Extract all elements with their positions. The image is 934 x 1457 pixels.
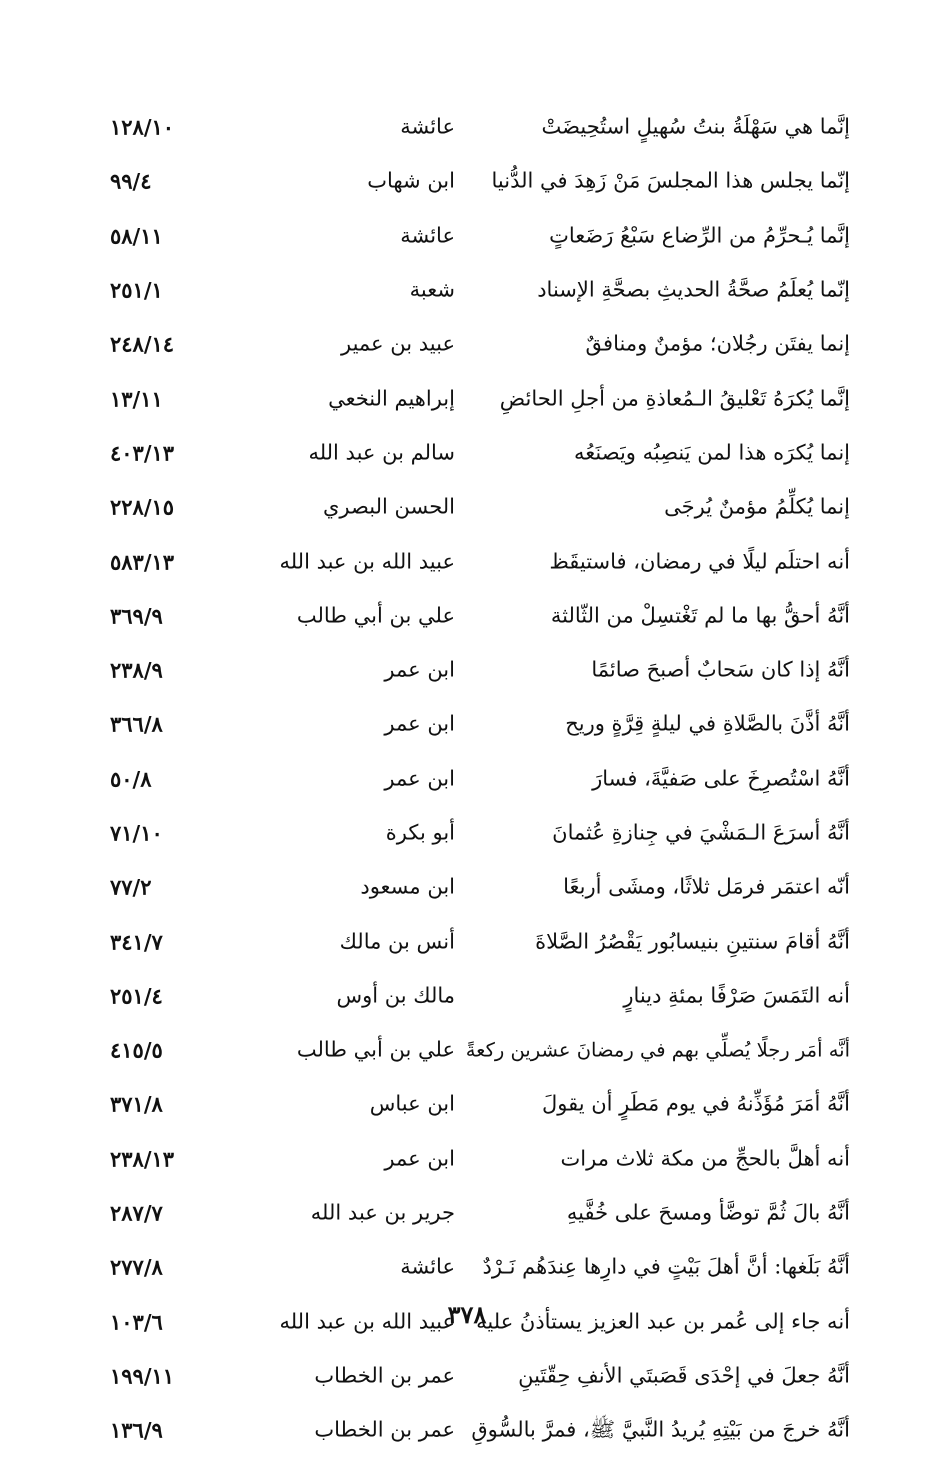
volume-page-reference: ٣٤١/٧ [110,929,163,954]
narrator-name: أبو بكرة [385,820,455,845]
hadith-text: أنَّهُ أقامَ سنتينِ بنيسابُور يَقْصُرُ الصَّلاةَ [535,929,850,953]
narrator-name: عائشة [400,114,455,139]
table-row [60,480,850,534]
volume-page-reference: ٢٣٨/٩ [110,657,163,683]
narrator-name: ابن شهاب [367,168,455,193]
narrator-name: عمر بن الخطاب [314,1363,455,1388]
narrator-name: شعبة [409,277,455,302]
hadith-text: أنَّهُ جعلَ في إحْدَى قَصَبتَي الأنفِ حِقّتَينِ [518,1363,850,1388]
index-table [60,100,850,1457]
table-row [60,209,850,263]
narrator-name: عمر بن الخطاب [314,1417,455,1442]
narrator-name: ابن عباس [369,1091,455,1116]
volume-page-reference: ١٢٨/١٠ [110,114,175,140]
narrator-name: علي بن أبي طالب [296,1037,455,1062]
hadith-text: أنه أهلَّ بالحجِّ من مكة ثلاث مرات [560,1146,850,1171]
hadith-text: إنَّما يُكرَهُ تَعْليقُ الـمُعاذةِ من أجلِ الحائضِ [499,386,850,411]
hadith-text: إنما يُكلِّمُ مؤمنٌ يُرجَى [664,494,850,519]
narrator-name: عبيد بن عمير [340,331,455,356]
hadith-text: أنَّهُ أذَّنَ بالصَّلاةِ في ليلةٍ قِرَّةٍ وريح [565,711,850,736]
hadith-text: إنما يُكرَه هذا لمن يَنصِبُه ويَصنَعُه [574,440,850,465]
hadith-text: إنَّما يُـحرِّمُ من الرِّضاع سَبْعُ رَضَعاتٍ [549,223,850,248]
narrator-name: ابن عمر [384,766,455,791]
table-row [60,860,850,914]
volume-page-reference: ٢٨٧/٧ [110,1200,163,1226]
narrator-name: علي بن أبي طالب [296,603,455,628]
table-row [60,1023,850,1077]
table-row [60,426,850,480]
volume-page-reference: ٢٥١/١ [110,277,163,303]
table-row [60,534,850,588]
hadith-text: أنه احتلَم ليلًا في رمضان، فاستيقَظ [549,548,850,573]
volume-page-reference: ٧٧/٢ [110,874,152,900]
hadith-text: أنَّهُ بَلَغها: أنَّ أهلَ بَيْتٍ في دارِها عِندَهُم نَـرْدٌ [482,1254,850,1279]
hadith-text: إنَّما هي سَهْلَةُ بنتُ سُهيلٍ استُحِيضَتْ [541,114,850,139]
hadith-text: أنَّهُ بالَ ثُمَّ توضَّأ ومسحَ على خُفَّيهِ [566,1200,850,1225]
hadith-text: أنَّهُ اسْتُصرِخَ على صَفيَّةَ، فسارَ [592,766,850,791]
hadith-text: أنَّه أمَر رجلًا يُصلِّي بهم في رمضانَ عشرين ركعةً [465,1038,850,1062]
table-row [60,1403,850,1457]
volume-page-reference: ١٠٣/٦ [110,1309,163,1335]
hadith-text: إنما يفتَن رجُلان؛ مؤمنٌ ومنافقٌ [585,331,850,356]
table-row [60,589,850,643]
hadith-text: أنه التَمَسَ صَرْفًا بمئةِ دينارٍ [623,983,850,1008]
table-row [60,1349,850,1403]
volume-page-reference: ٢٢٨/١٥ [110,494,175,520]
narrator-name: جرير بن عبد الله [310,1200,455,1225]
hadith-text: إنّما يُعلَمُ صحَّةُ الحديثِ بصحَّةِ الإسناد [537,277,850,302]
narrator-name: عائشة [400,223,455,248]
volume-page-reference: ١٣/١١ [110,386,163,412]
table-row [60,752,850,806]
table-row [60,100,850,154]
narrator-name: إبراهيم النخعي [328,386,455,411]
narrator-name: عائشة [400,1254,455,1279]
hadith-text: أنَّهُ أسرَعَ الـمَشْيَ في جِنازةِ عُثمانَ [552,820,850,845]
narrator-name: ابن عمر [384,657,455,682]
volume-page-reference: ٧١/١٠ [110,820,163,846]
table-row [60,1132,850,1186]
volume-page-reference: ٢٤٨/١٤ [110,331,175,357]
volume-page-reference: ٤١٥/٥ [110,1037,163,1063]
volume-page-reference: ١٣٦/٩ [110,1417,163,1443]
volume-page-reference: ٢٣٨/١٣ [110,1146,175,1172]
table-row [60,263,850,317]
volume-page-reference: ٥٠/٨ [110,766,152,792]
page-number: ٣٧٨ [447,1300,487,1329]
table-row [60,806,850,860]
volume-page-reference: ٢٧٧/٨ [110,1254,163,1280]
hadith-text: أنَّهُ خرجَ من بَيْتِهِ يُريدُ النَّبيَّ ﷺ، فمرَّ بالسُّوقِ [471,1417,850,1442]
table-row [60,317,850,371]
table-row [60,1240,850,1294]
narrator-name: سالم بن عبد الله [308,440,455,465]
table-row [60,154,850,208]
narrator-name: ابن عمر [384,711,455,736]
hadith-text: إنّما يجلس هذا المجلسَ مَنْ زَهِدَ في الدُّنيا [491,168,850,193]
narrator-name: الحسن البصري [323,494,455,519]
table-row [60,1077,850,1131]
volume-page-reference: ٣٧١/٨ [110,1091,163,1117]
volume-page-reference: ٥٨٣/١٣ [110,548,175,574]
hadith-text: أنه جاء إلى عُمر بن عبد العزيز يستأذنُ عليه [476,1309,850,1334]
narrator-name: أنس بن مالك [339,929,455,953]
volume-page-reference: ٢٥١/٤ [110,983,163,1009]
table-row [60,914,850,968]
narrator-name: ابن مسعود [360,874,455,899]
narrator-name: عبيد الله بن عبد الله [279,1309,455,1334]
volume-page-reference: ٥٨/١١ [110,223,163,249]
table-row [60,371,850,425]
table-row [60,1186,850,1240]
table-row [60,643,850,697]
narrator-name: مالك بن أوس [336,983,455,1008]
volume-page-reference: ٩٩/٤ [110,168,152,194]
volume-page-reference: ٣٦٩/٩ [110,603,163,629]
hadith-text: أنَّهُ أحقُّ بها ما لم تَغْتسِلْ من الثّالثة [550,603,850,628]
narrator-name: ابن عمر [384,1146,455,1171]
hadith-text: أنّه اعتمَر فرمَل ثلاثًا، ومشَى أربعًا [563,874,850,899]
table-row [60,697,850,751]
volume-page-reference: ١٩٩/١١ [110,1363,175,1389]
table-row [60,969,850,1023]
narrator-name: عبيد الله بن عبد الله [279,548,455,573]
hadith-text: أنَّهُ أمَرَ مُؤَذِّنهُ في يوم مَطَرٍ أن يقولَ [541,1091,850,1116]
volume-page-reference: ٣٦٦/٨ [110,711,163,737]
hadith-text: أنَّهُ إذا كان سَحابٌ أصبحَ صائمًا [591,657,850,682]
volume-page-reference: ٤٠٣/١٣ [110,440,175,466]
